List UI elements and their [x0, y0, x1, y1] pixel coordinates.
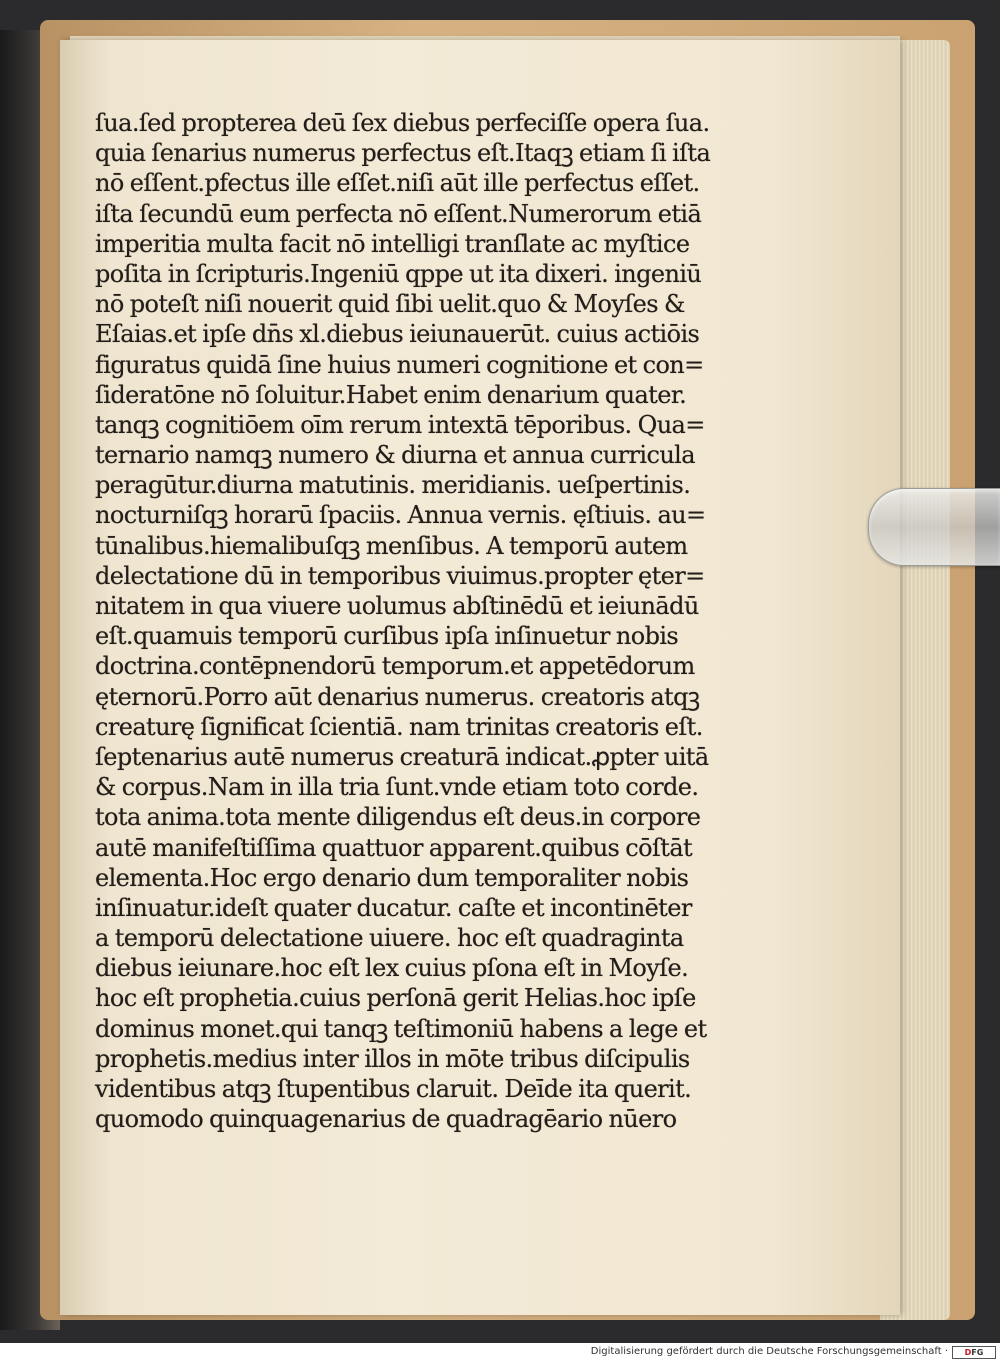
text-line: ternario namqꝫ numero & diurna et annua curricula [95, 441, 695, 470]
text-line: nō eſſent.pfectus ille eſſet.niſi aūt ille perfectus eſſet. [95, 169, 700, 198]
page-text [95, 108, 775, 1134]
text-line: ſideratōne nō ſoluitur.Habet enim denarium quater. [95, 380, 687, 409]
text-line: iſta ſecundū eum perfecta nō eſſent.Numerorum etiā [95, 199, 702, 228]
text-line: prophetis.medius inter illos in mōte tribus diſcipulis [95, 1044, 690, 1073]
text-line: peragūtur.diurna matutinis. meridianis. ueſpertinis. [95, 471, 691, 500]
text-line: & corpus.Nam in illa tria ſunt.vnde etiam toto corde. [95, 773, 699, 802]
text-line: delectatione dū in temporibus viuimus.propter ęter= [95, 561, 705, 590]
text-line: eſt.quamuis temporū curſibus ipſa inſinuetur nobis [95, 622, 679, 651]
text-line: doctrina.contēpnendorū temporum.et appetēdorum [95, 652, 695, 681]
text-line: ęternorū.Porro aūt denarius numerus. creatoris atqꝫ [95, 682, 700, 711]
text-line: a temporū delectatione uiuere. hoc eſt quadraginta [95, 924, 684, 953]
text-line: quomodo quinquagenarius de quadragēario nūero [95, 1105, 677, 1134]
text-line: elementa.Hoc ergo denario dum temporaliter nobis [95, 863, 689, 892]
text-line: tota anima.tota mente diligendus eſt deus.in corpore [95, 803, 701, 832]
text-line: inſinuatur.ideſt quater ducatur. caſte et incontinēter [95, 893, 692, 922]
text-line: Eſaias.et ipſe dn̄s xl.diebus ieiunauerūt. cuius actiōis [95, 320, 700, 349]
text-line: ſua.ſed propterea deū ſex diebus perfeciſſe opera ſua. [95, 109, 710, 137]
text-line: hoc eſt prophetia.cuius perſonā gerit Helias.hoc ipſe [95, 984, 696, 1013]
text-line: figuratus quidā ſine huius numeri cognitione et con= [95, 350, 704, 379]
text-line: poſita in ſcripturis.Ingeniū qppe ut ita dixeri. ingeniū [95, 259, 702, 288]
page-clip [868, 488, 1000, 566]
text-line: creaturę ſignificat ſcientiā. nam trinitas creatoris eſt. [95, 712, 703, 741]
text-line: tūnalibus.hiemalibuſqꝫ menſibus. A temporū autem [95, 531, 688, 560]
text-line: ſeptenarius autē numerus creaturā indicat.ꝓpter uitā [95, 742, 709, 771]
text-line: dominus monet.qui tanqꝫ teſtimoniū habens a lege et [95, 1014, 707, 1043]
dfg-logo: D FG [952, 1346, 996, 1359]
text-line: quia ſenarius numerus perfectus eſt.Itaqꝫ etiam ſi iſta [95, 139, 711, 168]
text-line: nocturniſqꝫ horarū ſpaciis. Annua vernis. ęſtiuis. au= [95, 501, 706, 530]
digitization-footer [0, 1343, 1000, 1363]
text-line: autē manifeſtiſſima quattuor apparent.quibus cōſtāt [95, 833, 693, 862]
funding-credit: Digitalisierung gefördert durch die Deutsche Forschungsgemeinschaft · [590, 1346, 948, 1357]
text-line: diebus ieiunare.hoc eſt lex cuius pſona eſt in Moyſe. [95, 954, 689, 983]
text-line: imperitia multa facit nō intelligi tranſlate ac myſtice [95, 229, 690, 258]
text-line: videntibus atqꝫ ſtupentibus claruit. Deīde ita querit. [95, 1075, 692, 1103]
text-line: tanqꝫ cognitiōem oīm rerum intextā tēporibus. Qua= [95, 410, 705, 439]
text-line: nitatem in qua viuere uolumus abſtinēdū et ieiunādū [95, 592, 699, 620]
text-line: nō poteſt niſi nouerit quid ſibi uelit.quo & Moyſes & [95, 290, 685, 319]
